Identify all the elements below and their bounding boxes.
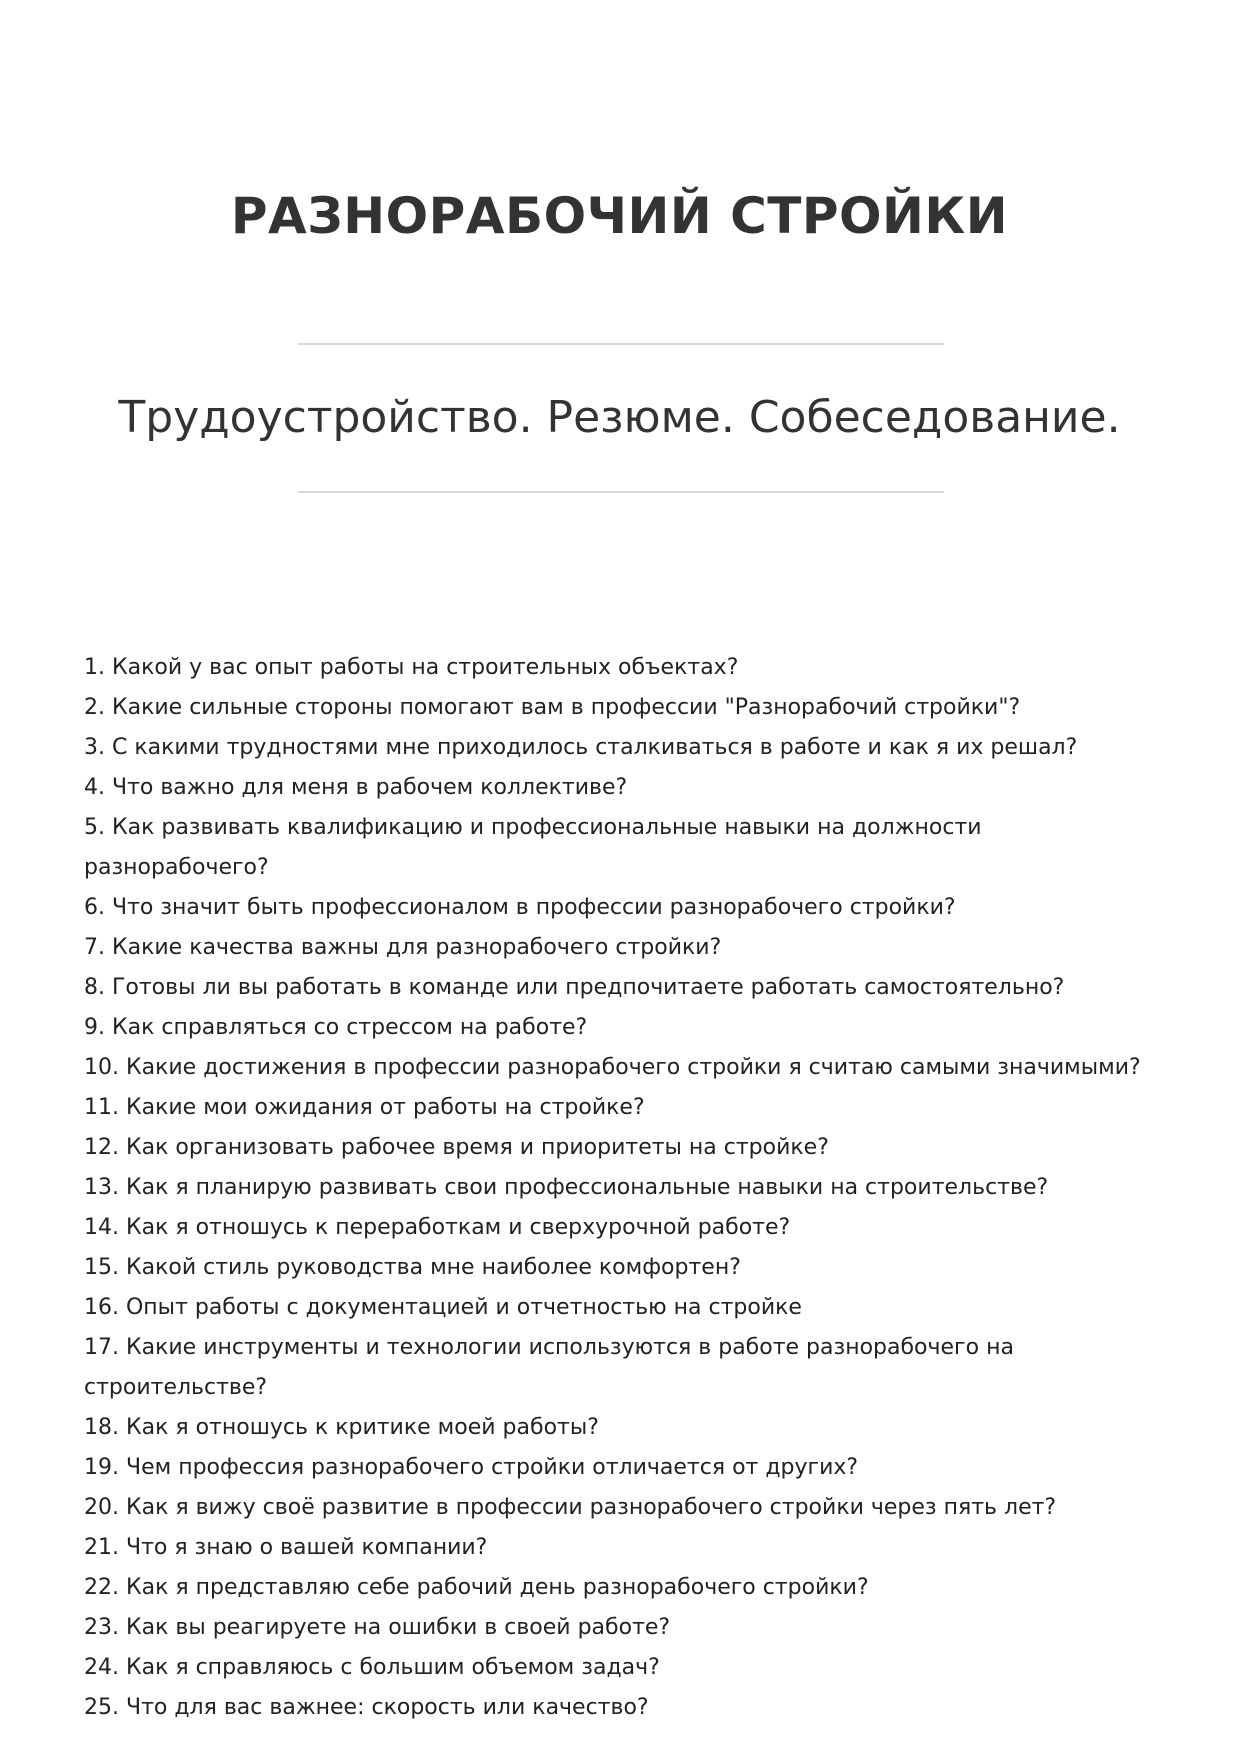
questions-list xyxy=(84,648,1164,1728)
question-item: 15. Какой стиль руководства мне наиболее комфортен? xyxy=(84,1255,741,1280)
top-divider xyxy=(298,343,944,345)
question-item: 21. Что я знаю о вашей компании? xyxy=(84,1535,488,1560)
question-item: 9. Как справляться со стрессом на работе? xyxy=(84,1015,588,1040)
question-item: 11. Какие мои ожидания от работы на стройке? xyxy=(84,1095,645,1120)
question-item: 4. Что важно для меня в рабочем коллективе? xyxy=(84,775,628,800)
question-item: 24. Как я справляюсь с большим объемом задач? xyxy=(84,1655,660,1680)
question-item: 6. Что значит быть профессионалом в профессии разнорабочего стройки? xyxy=(84,895,956,920)
question-item: 14. Как я отношусь к переработкам и сверхурочной работе? xyxy=(84,1215,791,1240)
bottom-divider xyxy=(298,491,944,493)
question-item: 3. С какими трудностями мне приходилось сталкиваться в работе и как я их решал? xyxy=(84,735,1078,760)
question-item: 10. Какие достижения в профессии разнорабочего стройки я считаю самыми значимыми? xyxy=(84,1055,1141,1080)
question-item: 17. Какие инструменты и технологии используются в работе разнорабочего на строительстве? xyxy=(84,1335,1014,1400)
document-subtitle: Трудоустройство. Резюме. Собеседование. xyxy=(118,392,1121,443)
question-item: 18. Как я отношусь к критике моей работы? xyxy=(84,1415,599,1440)
question-item: 1. Какой у вас опыт работы на строительных объектах? xyxy=(84,655,739,680)
question-item: 5. Как развивать квалификацию и профессиональные навыки на должности разнорабочего? xyxy=(84,815,982,880)
question-item: 13. Как я планирую развивать свои профессиональные навыки на строительстве? xyxy=(84,1175,1049,1200)
question-item: 2. Какие сильные стороны помогают вам в профессии "Разнорабочий стройки"? xyxy=(84,695,1021,720)
question-item: 25. Что для вас важнее: скорость или качество? xyxy=(84,1695,649,1720)
question-item: 23. Как вы реагируете на ошибки в своей работе? xyxy=(84,1615,671,1640)
question-item: 8. Готовы ли вы работать в команде или предпочитаете работать самостоятельно? xyxy=(84,975,1065,1000)
question-item: 16. Опыт работы с документацией и отчетностью на стройке xyxy=(84,1295,802,1320)
question-item: 20. Как я вижу своё развитие в профессии разнорабочего стройки через пять лет? xyxy=(84,1495,1057,1520)
question-item: 19. Чем профессия разнорабочего стройки отличается от других? xyxy=(84,1455,859,1480)
question-item: 7. Какие качества важны для разнорабочего стройки? xyxy=(84,935,722,960)
question-item: 12. Как организовать рабочее время и приоритеты на стройке? xyxy=(84,1135,829,1160)
question-item: 22. Как я представляю себе рабочий день разнорабочего стройки? xyxy=(84,1575,869,1600)
document-title: РАЗНОРАБОЧИЙ СТРОЙКИ xyxy=(230,187,1009,245)
